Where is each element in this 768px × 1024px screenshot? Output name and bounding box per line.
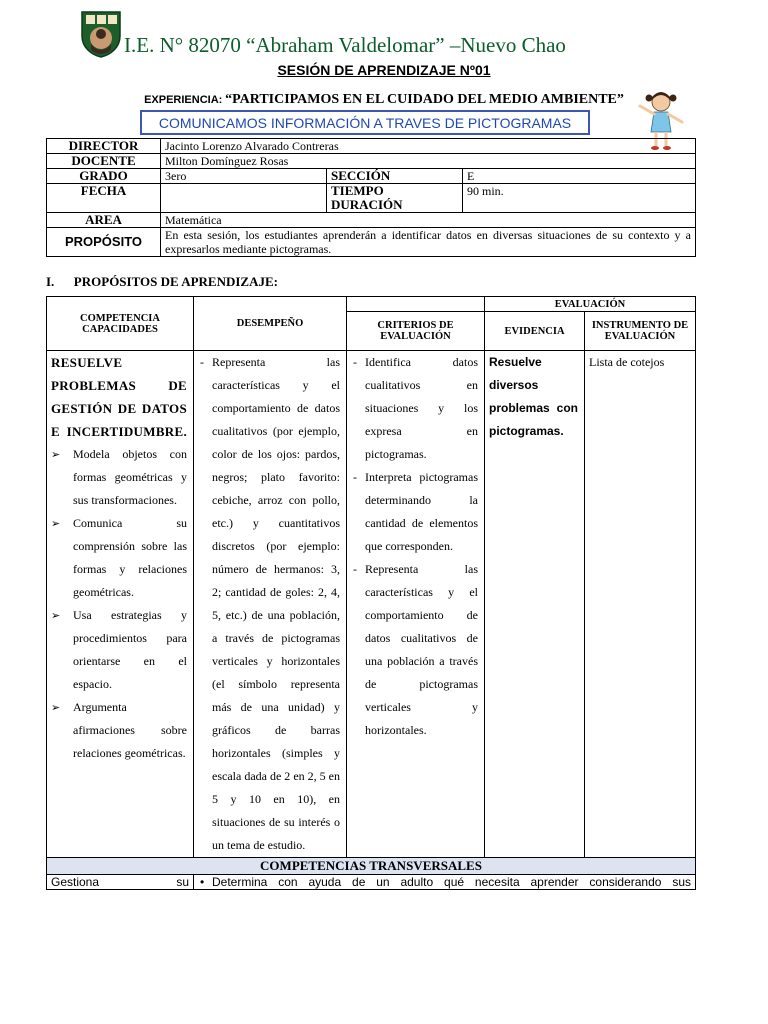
school-crest-icon <box>80 10 122 58</box>
header-instrumento: INSTRUMENTO DE EVALUACIÓN <box>585 312 696 351</box>
fecha-value <box>161 184 327 213</box>
table-header-row <box>47 297 696 312</box>
table-row <box>47 228 696 257</box>
header-desempeno: DESEMPEÑO <box>194 297 347 351</box>
transversal-right-text: • Determina con ayuda de un adulto qué necesita aprender considerando sus <box>198 875 691 889</box>
session-title: SESIÓN DE APRENDIZAJE Nº01 <box>277 62 491 78</box>
seccion-value: E <box>463 169 696 184</box>
table-row <box>47 351 696 858</box>
transversal-right <box>194 875 696 890</box>
criterios-cell <box>347 351 485 858</box>
transversal-header: COMPETENCIAS TRANSVERSALES <box>47 858 696 875</box>
capacidades-list <box>51 443 187 765</box>
session-info-table <box>46 138 696 257</box>
grado-value: 3ero <box>161 169 327 184</box>
table-row <box>47 875 696 890</box>
list-item: ➢ Comunica su comprensión sobre las formas y relaciones geométricas. <box>51 512 187 604</box>
list-item: - Interpreta pictogramas determinando la cantidad de elementos que corresponden. <box>351 466 478 558</box>
header-blank <box>347 297 485 312</box>
list-item: - Identifica datos cualitativos en situaciones y los expresa en pictogramas. <box>351 351 478 466</box>
list-item: - Representa las características y el comportamiento de datos cualitativos de una población a través de pictogramas verticales y horizontales. <box>351 558 478 742</box>
experience-label: EXPERIENCIA: <box>144 94 223 106</box>
fecha-label: FECHA <box>47 184 161 213</box>
area-label: AREA <box>47 213 161 228</box>
table-row <box>47 169 696 184</box>
criterios-list <box>351 351 478 742</box>
table-row <box>47 154 696 169</box>
grado-label: GRADO <box>47 169 161 184</box>
header-evidencia: EVIDENCIA <box>485 312 585 351</box>
section-title: I. PROPÓSITOS DE APRENDIZAJE: <box>46 274 278 289</box>
tiempo-label: TIEMPO DURACIÓN <box>327 184 463 213</box>
director-label: DIRECTOR <box>47 139 161 154</box>
seccion-label: SECCIÓN <box>327 169 463 184</box>
director-value: Jacinto Lorenzo Alvarado Contreras <box>161 139 696 154</box>
proposito-label: PROPÓSITO <box>47 228 161 257</box>
table-row <box>47 139 696 154</box>
proposito-value: En esta sesión, los estudiantes aprenderán a identificar datos en diversas situaciones de su contexto y a expresarlos mediante pictogramas. <box>161 228 696 257</box>
table-row <box>47 213 696 228</box>
competencia-cell <box>47 351 194 858</box>
school-title: I.E. N° 82070 “Abraham Valdelomar” –Nuevo Chao <box>124 33 566 57</box>
desempeno-cell <box>194 351 347 858</box>
communication-box: COMUNICAMOS INFORMACIÓN A TRAVES DE PICTOGRAMAS <box>140 110 590 135</box>
header-evaluacion: EVALUACIÓN <box>485 297 696 312</box>
learning-purposes-table <box>46 296 696 890</box>
instrumento-text: Lista de cotejos <box>589 355 665 369</box>
list-item: ➢ Argumenta afirmaciones sobre relaciones geométricas. <box>51 696 187 765</box>
competencia-title: RESUELVE PROBLEMAS DE GESTIÓN DE DATOS E INCERTIDUMBRE. <box>51 355 187 439</box>
desempeno-text: - Representa las características y el comportamiento de datos cualitativos (por ejemplo, color de los ojos: pardos, negros; plato favorito: cebiche, arroz con pollo, etc.) y cuantitativos discretos (por ejemplo: número de hermanos: 3, 2; cantidad de goles: 2, 4, 5, etc.) de una población, a través de pictogramas verticales y horizontales (el símbolo representa más de una unidad) y gráficos de barras horizontales (simples y escala dada de 2 en 2, 5 en 5 y 10 en 10), en situaciones de su interés o un tema de estudio. <box>198 351 340 857</box>
table-row <box>47 858 696 875</box>
header-criterios: CRITERIOS DE EVALUACIÓN <box>347 312 485 351</box>
transversal-left: Gestiona su <box>47 875 194 890</box>
evidencia-cell <box>485 351 585 858</box>
docente-value: Milton Domínguez Rosas <box>161 154 696 169</box>
area-value: Matemática <box>161 213 696 228</box>
instrumento-cell <box>585 351 696 858</box>
table-row <box>47 184 696 213</box>
header-competencia: COMPETENCIA CAPACIDADES <box>47 297 194 351</box>
list-item: ➢ Usa estrategias y procedimientos para orientarse en el espacio. <box>51 604 187 696</box>
evidencia-text: Resuelve diversos problemas con pictogramas. <box>489 355 578 438</box>
docente-label: DOCENTE <box>47 154 161 169</box>
experience-value: “PARTICIPAMOS EN EL CUIDADO DEL MEDIO AMBIENTE” <box>225 92 624 107</box>
tiempo-value: 90 min. <box>463 184 696 213</box>
list-item: ➢ Modela objetos con formas geométricas y sus transformaciones. <box>51 443 187 512</box>
